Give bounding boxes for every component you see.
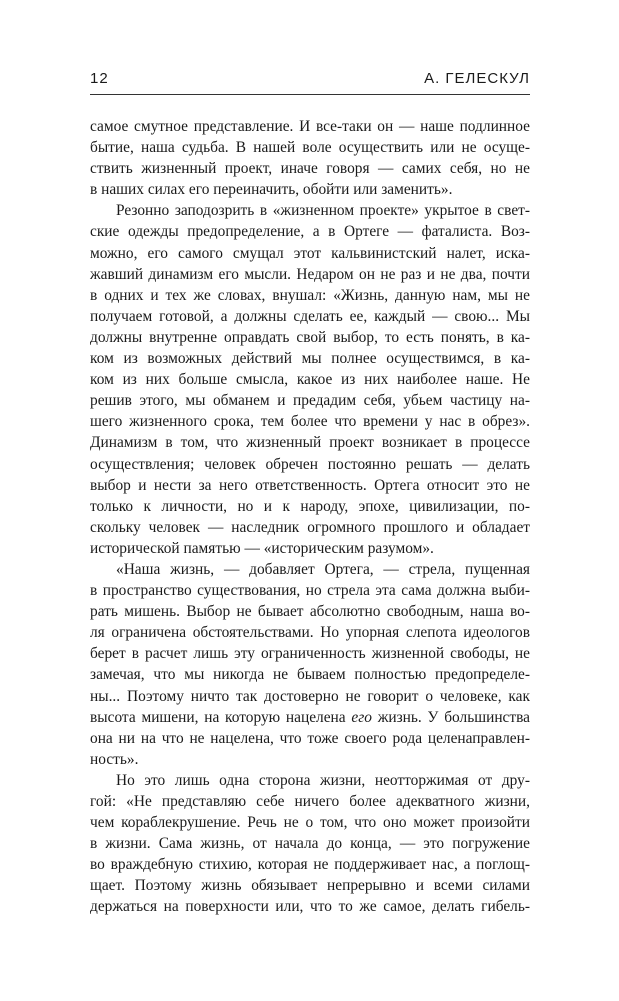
text-line: бытие, наша судьба. В нашей воле осуществить или не осуще-: [90, 139, 530, 157]
text-line: держаться на поверхности или, что то же самое, делать гибель-: [90, 898, 530, 916]
text-line: решив этого, мы обманем и предадим себя, убьем частицу на-: [90, 392, 530, 410]
text-line: замечая, что мы никогда не бываем полностью предопределе-: [90, 666, 530, 684]
text-line: Динамизм в том, что жизненный проект возникает в процессе: [90, 434, 530, 452]
text-segment: жизнь. У большинства: [371, 708, 531, 726]
text-line: ля ограничена обстоятельствами. Но упорная слепота идеологов: [90, 624, 530, 642]
text-line: в пространство существования, но стрела эта сама должна выби-: [90, 582, 530, 600]
text-line: в жизни. Сама жизнь, от начала до конца, — это погружение: [90, 835, 530, 853]
text-line: осуществления; человек обречен постоянно решать — делать: [90, 455, 530, 473]
text-line: она ни на что не нацелена, что тоже своего рода целенаправлен-: [90, 729, 530, 747]
text-line: шего жизненного срока, тем более что времени у нас в обрез».: [90, 413, 530, 431]
text-line: исторической памятью — «историческим разумом».: [90, 539, 434, 557]
text-line: во враждебную стихию, которая не поддерживает нас, а поглощ-: [90, 856, 530, 874]
text-line: Но это лишь одна сторона жизни, неотторжимая от дру-: [116, 771, 530, 789]
text-line: получаем готовой, а должны сделать ее, каждый — свою... Мы: [90, 307, 530, 325]
text-line: ские одежды предопределение, а в Ортеге — фаталиста. Воз-: [90, 223, 530, 241]
text-line: в одних и тех же словах, внушал: «Жизнь, данную нам, мы не: [90, 286, 530, 304]
text-line: можно, его самого смущал этот кальвинистский налет, иска-: [90, 244, 530, 262]
text-line: ком из возможных действий мы полнее осуществимся, в ка-: [90, 350, 530, 368]
text-segment: высота мишени, на которую нацелена: [90, 708, 352, 726]
text-line: в наших силах его переиначить, обойти или заменить».: [90, 181, 453, 199]
text-line: «Наша жизнь, — добавляет Ортега, — стрела, пущенная: [116, 560, 530, 578]
text-line: ком из них больше смысла, какое из них наиболее наше. Не: [90, 371, 530, 389]
header-rule: [90, 94, 530, 95]
italic-word: его: [351, 708, 372, 726]
text-line: щает. Поэтому жизнь обязывает непрерывно и всеми силами: [90, 877, 530, 895]
text-line: гой: «Не представляю себе ничего более адекватного жизни,: [90, 793, 530, 810]
text-line: чем кораблекрушение. Речь не о том, что оно может произойти: [90, 814, 530, 832]
text-line: ность».: [90, 750, 139, 768]
text-line: выбор и нести за него ответственность. Ортега относит это не: [90, 476, 530, 494]
text-line: рать мишень. Выбор не бывает абсолютно свободным, наша во-: [90, 603, 530, 621]
text-line: ствить жизненный проект, иначе говоря — самих себя, но не: [90, 160, 530, 178]
text-line: только к личности, но и к народу, эпохе, цивилизации, по-: [90, 497, 530, 515]
text-line: жавший динамизм его мысли. Недаром он не раз и не два, почти: [90, 265, 530, 283]
text-line-with-italic: [90, 707, 530, 728]
text-line: скольку человек — наследник огромного прошлого и обладает: [90, 518, 530, 536]
text-line: Резонно заподозрить в «жизненном проекте» укрытое в свет-: [116, 202, 530, 220]
page-number: 12: [90, 70, 109, 87]
text-line: ны... Поэтому ничто так достоверно не говорит о человеке, как: [90, 687, 530, 705]
text-line: самое смутное представление. И все-таки он — наше подлинное: [90, 118, 530, 135]
running-head-author: А. ГЕЛЕСКУЛ: [424, 70, 530, 87]
body-text: [90, 116, 530, 918]
running-head: [90, 70, 530, 94]
text-line: должны внутренне оправдать свой выбор, то есть понять, в ка-: [90, 328, 530, 346]
text-line: берет в расчет лишь эту ограниченность жизненной свободы, не: [90, 645, 530, 663]
